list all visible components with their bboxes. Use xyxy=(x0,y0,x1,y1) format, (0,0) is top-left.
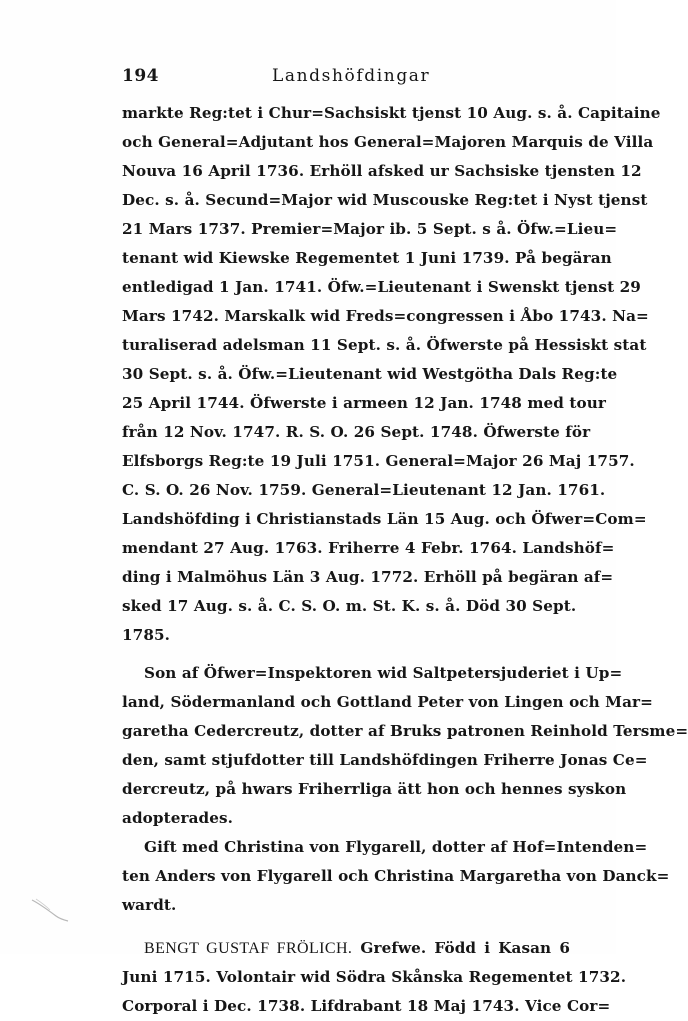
text-line: turaliserad adelsman 11 Sept. s. å. Öfwerste på Hessiskt stat xyxy=(122,336,647,354)
text-line: från 12 Nov. 1747. R. S. O. 26 Sept. 1748. Öfwerste för xyxy=(122,423,591,441)
text-line: Landshöfding i Christianstads Län 15 Aug. och Öfwer=Com= xyxy=(122,510,647,528)
text-line: dercreutz, på hwars Friherrliga ätt hon och hennes syskon xyxy=(122,780,627,798)
parentage-paragraph xyxy=(122,659,688,833)
text-line: mendant 27 Aug. 1763. Friherre 4 Febr. 1764. Landshöf= xyxy=(122,539,615,557)
text-line: garetha Cedercreutz, dotter af Bruks patronen Reinhold Tersme= xyxy=(122,722,688,740)
text-line: ding i Malmöhus Län 3 Aug. 1772. Erhöll på begäran af= xyxy=(122,568,614,586)
text-line: sked 17 Aug. s. å. C. S. O. m. St. K. s. å. Död 30 Sept. xyxy=(122,597,577,615)
text-line: Dec. s. å. Secund=Major wid Muscouske Reg:tet i Nyst tjenst xyxy=(122,191,648,209)
text-line: entledigad 1 Jan. 1741. Öfw.=Lieutenant i Swenskt tjenst 29 xyxy=(122,278,641,296)
text-line: markte Reg:tet i Chur=Sachsiskt tjenst 10 Aug. s. å. Capitaine xyxy=(122,104,661,122)
text-line: Elfsborgs Reg:te 19 Juli 1751. General=Major 26 Maj 1757. xyxy=(122,452,635,470)
text-line: ten Anders von Flygarell och Christina Margaretha von Danck= xyxy=(122,867,670,885)
page-number: 194 xyxy=(122,66,159,86)
text-line: Son af Öfwer=Inspektoren wid Saltpetersjuderiet i Up= xyxy=(144,664,623,682)
text-line: och General=Adjutant hos General=Majoren Marquis de Villa xyxy=(122,133,654,151)
marriage-paragraph xyxy=(122,833,670,920)
text-line: land, Södermanland och Gottland Peter von Lingen och Mar= xyxy=(122,693,653,711)
body-text xyxy=(122,99,688,1021)
running-head: Landshöfdingar xyxy=(272,66,431,86)
text-line: tenant wid Kiewske Regementet 1 Juni 1739. På begäran xyxy=(122,249,612,267)
career-paragraph xyxy=(122,99,661,650)
entry-name: BENGT GUSTAF FRÖLICH. xyxy=(144,940,353,957)
text-line: adopterades. xyxy=(122,809,234,827)
text-line xyxy=(122,934,570,963)
entry-intro: Grefwe. Född i Kasan 6 xyxy=(352,939,570,957)
text-line: wardt. xyxy=(122,896,177,914)
page-header xyxy=(122,66,570,92)
text-line: Mars 1742. Marskalk wid Freds=congressen i Åbo 1743. Na= xyxy=(122,307,649,325)
text-line: Gift med Christina von Flygarell, dotter af Hof=Intenden= xyxy=(144,838,648,856)
text-line: Nouva 16 April 1736. Erhöll afsked ur Sachsiske tjensten 12 xyxy=(122,162,642,180)
text-line: 21 Mars 1737. Premier=Major ib. 5 Sept. s å. Öfw.=Lieu= xyxy=(122,220,618,238)
paragraph-gap xyxy=(122,650,570,659)
text-line: C. S. O. 26 Nov. 1759. General=Lieutenant 12 Jan. 1761. xyxy=(122,481,606,499)
text-line: den, samt stjufdotter till Landshöfdingen Friherre Jonas Ce= xyxy=(122,751,648,769)
entry-gap xyxy=(122,920,570,934)
text-line: 30 Sept. s. å. Öfw.=Lieutenant wid Westgötha Dals Reg:te xyxy=(122,365,618,383)
text-line: Juni 1715. Volontair wid Södra Skånska Regementet 1732. xyxy=(122,968,627,986)
page-smudge-mark xyxy=(30,896,70,922)
text-line: 1785. xyxy=(122,626,171,644)
next-entry xyxy=(122,934,627,1021)
text-line: Corporal i Dec. 1738. Lifdrabant 18 Maj 1743. Vice Cor= xyxy=(122,997,611,1015)
text-line: 25 April 1744. Öfwerste i armeen 12 Jan. 1748 med tour xyxy=(122,394,606,412)
